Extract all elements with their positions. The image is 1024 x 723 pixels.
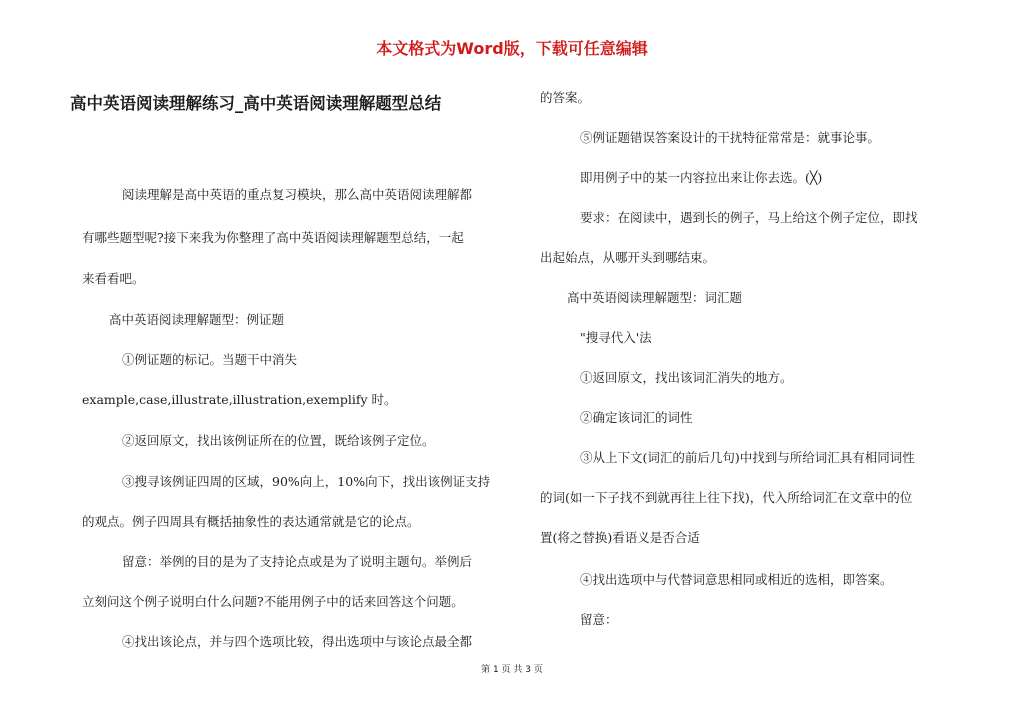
paragraph-line: ③搜寻该例证四周的区域，90%向上，10%向下，找出该例证支持 [122,474,491,489]
paragraph-line: 留意：举例的目的是为了支持论点或是为了说明主题句。举例后 [122,554,473,569]
paragraph-line: 立刻问这个例子说明白什么问题?不能用例子中的话来回答这个问题。 [82,594,464,609]
paragraph-line: 即用例子中的某一内容拉出来让你去选。(╳) [580,170,823,185]
paragraph-line: ②确定该词汇的词性 [580,410,693,425]
page-number-footer: 第 1 页 共 3 页 [481,665,543,675]
paragraph-line: 阅读理解是高中英语的重点复习模块，那么高中英语阅读理解都 [122,187,473,202]
paragraph-line: example,case,illustrate,illustration,exemplify 时。 [82,392,397,407]
section-heading: 高中英语阅读理解题型：词汇题 [567,290,743,305]
paragraph-line: 的观点。例子四周具有概括抽象性的表达通常就是它的论点。 [82,514,420,529]
paragraph-line: 留意： [580,612,618,627]
paragraph-line: ①例证题的标记。当题干中消失 [122,352,298,367]
paragraph-line: 置(将之替换)看语义是否合适 [540,530,700,545]
document-title: 高中英语阅读理解练习_高中英语阅读理解题型总结 [70,94,442,113]
paragraph-line: 的答案。 [540,90,591,105]
paragraph-line: "搜寻代入'法 [580,330,652,345]
editable-word-banner: 本文格式为Word版，下载可任意编辑 [376,39,648,58]
paragraph-line: ③从上下文(词汇的前后几句)中找到与所给词汇具有相同词性 [580,450,915,465]
paragraph-line: 的词(如一下子找不到就再往上往下找)，代入所给词汇在文章中的位 [540,490,913,505]
paragraph-line: ①返回原文，找出该词汇消失的地方。 [580,370,793,385]
paragraph-line: ⑤例证题错误答案设计的干扰特征常常是：就事论事。 [580,130,881,145]
paragraph-line: ④找出该论点，并与四个选项比较，得出选项中与该论点最全都 [122,634,473,649]
paragraph-line: ②返回原文，找出该例证所在的位置，既给该例子定位。 [122,433,435,448]
paragraph-line: 要求：在阅读中，遇到长的例子，马上给这个例子定位，即找 [580,210,918,225]
paragraph-line: 来看看吧。 [82,271,145,286]
section-heading: 高中英语阅读理解题型：例证题 [109,312,285,327]
paragraph-line: ④找出选项中与代替词意思相同或相近的选相，即答案。 [580,572,893,587]
paragraph-line: 有哪些题型呢?接下来我为你整理了高中英语阅读理解题型总结，一起 [82,230,464,245]
paragraph-line: 出起始点，从哪开头到哪结束。 [540,250,716,265]
